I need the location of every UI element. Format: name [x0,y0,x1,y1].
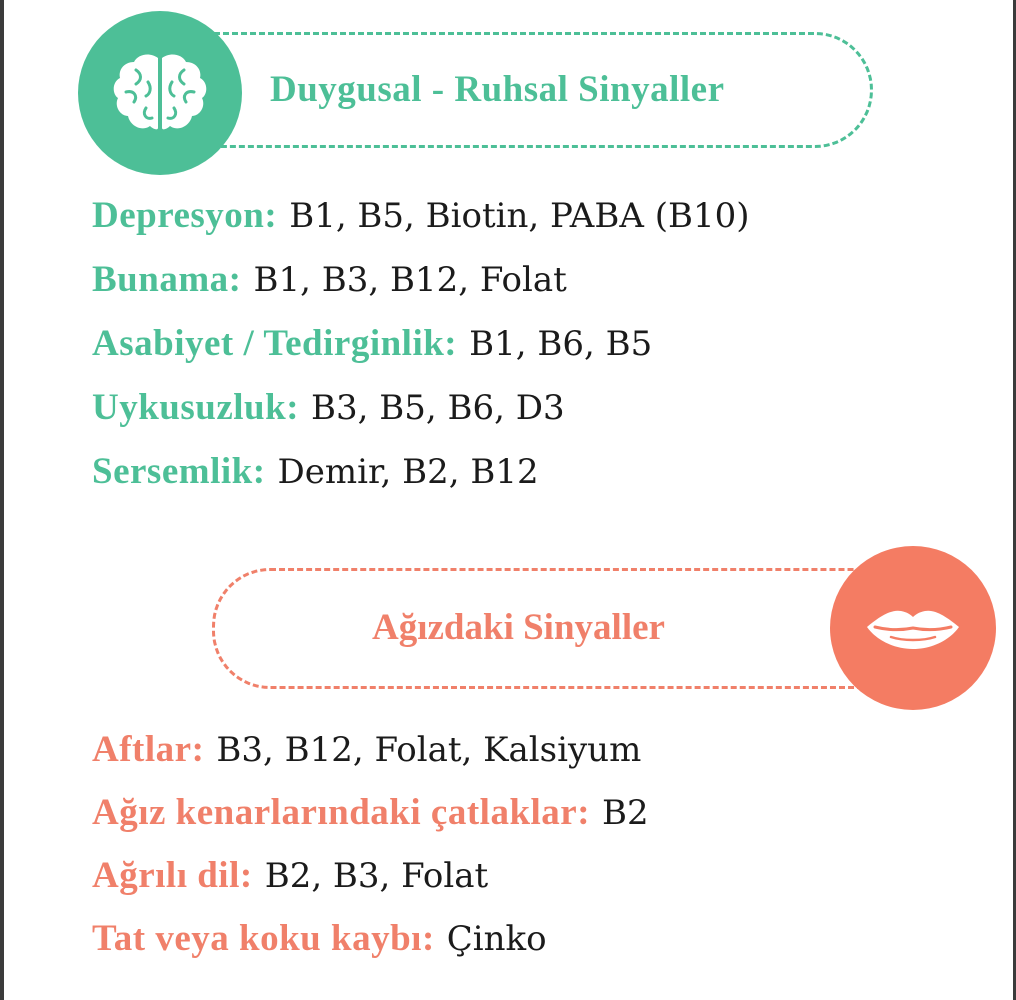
brain-icon [112,52,208,134]
signal-label: Sersemlik: [92,451,266,492]
list-item [92,785,649,848]
list-item [92,444,749,508]
signal-value: B2, B3, Folat [264,856,489,896]
list-item [92,848,649,911]
mouth-signals-list [92,722,649,974]
signal-label: Aftlar: [92,729,205,770]
list-item [92,380,749,444]
list-item [92,188,749,252]
signal-label: Tat veya koku kaybı: [92,918,435,959]
signal-value: B3, B5, B6, D3 [311,388,565,428]
mouth-section-title: Ağızdaki Sinyaller [372,607,665,648]
list-item [92,722,649,785]
signal-value: B1, B3, B12, Folat [253,260,567,300]
emotional-section-icon-badge [78,11,242,175]
signal-label: Uykusuzluk: [92,387,300,428]
list-item [92,252,749,316]
mouth-section-icon-badge [830,546,996,710]
signal-label: Bunama: [92,259,242,300]
signal-label: Ağrılı dil: [92,855,253,896]
signal-value: Demir, B2, B12 [277,452,539,492]
list-item [92,911,649,974]
list-item [92,316,749,380]
signal-label: Depresyon: [92,195,278,236]
left-edge-border [0,0,4,1000]
emotional-section-title: Duygusal - Ruhsal Sinyaller [270,69,725,110]
signal-value: B3, B12, Folat, Kalsiyum [216,730,642,770]
signal-value: B2 [602,793,649,833]
lips-icon [865,605,961,651]
signal-label: Ağız kenarlarındaki çatlaklar: [92,792,591,833]
signal-value: B1, B6, B5 [469,324,653,364]
signal-value: B1, B5, Biotin, PABA (B10) [289,196,750,236]
emotional-signals-list [92,188,749,508]
signal-value: Çinko [446,919,547,959]
signal-label: Asabiyet / Tedirginlik: [92,323,458,364]
